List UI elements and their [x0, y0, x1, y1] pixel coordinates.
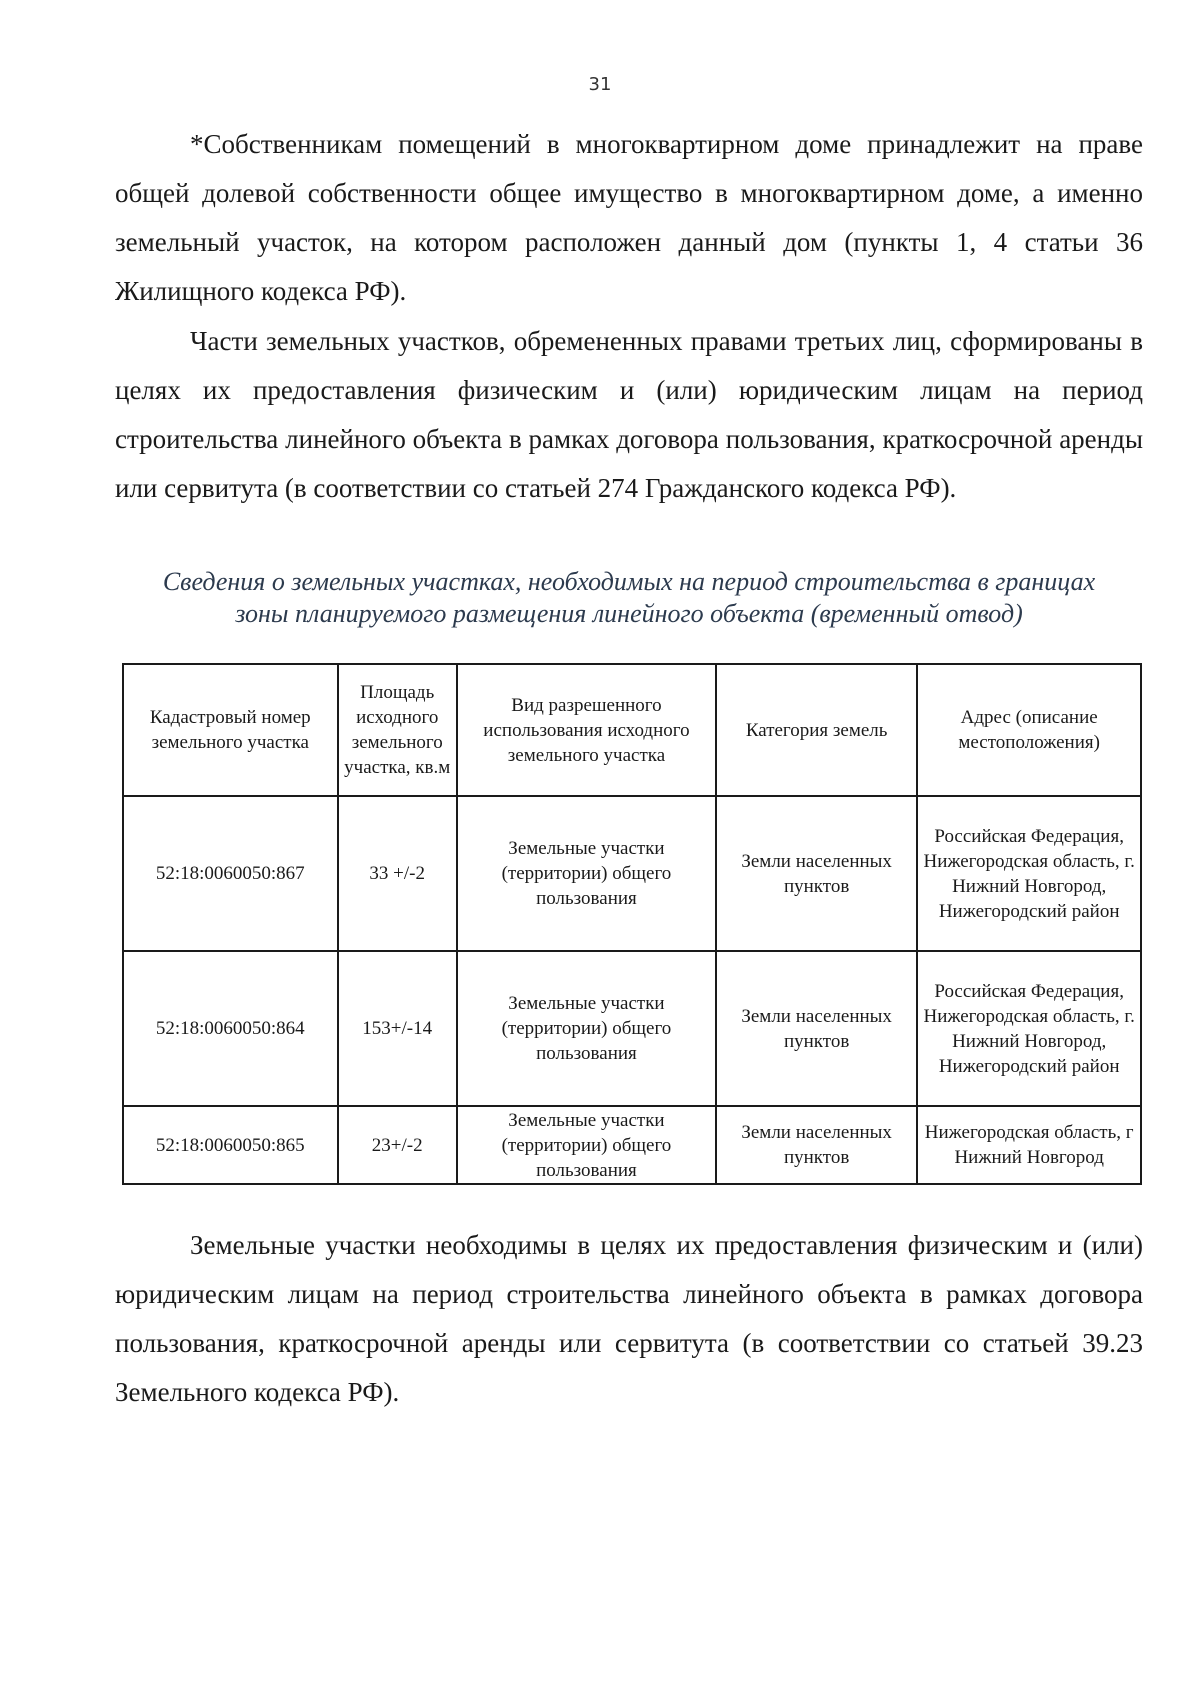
cell-land-category: Земли населенных пунктов — [716, 796, 917, 951]
header-area: Площадь исходного земельного участка, кв.м — [338, 664, 457, 796]
table-caption-line-1: Сведения о земельных участках, необходимых на период строительства в границах — [162, 567, 1096, 596]
table-row — [123, 796, 1141, 951]
table-row — [123, 951, 1141, 1106]
cell-permitted-use: Земельные участки (территории) общего пользования — [457, 1106, 716, 1184]
cell-land-category: Земли населенных пунктов — [716, 1106, 917, 1184]
cell-address: Нижегородская область, г Нижний Новгород — [917, 1106, 1141, 1184]
table-row — [123, 1106, 1141, 1184]
paragraph-ownership: *Собственникам помещений в многоквартирном доме принадлежит на праве общей долевой собственности общее имущество в многоквартирном доме, а именно земельный участок, на котором расположен данный дом (пункты 1, 4 статьи 36 Жилищного кодекса РФ). — [115, 129, 1143, 306]
paragraph-land-needed: Земельные участки необходимы в целях их предоставления физическим и (или) юридическим лицам на период строительства линейного объекта в рамках договора пользования, краткосрочной аренды или сервитута (в соответствии со статьей 39.23 Земельного кодекса РФ). — [115, 1230, 1143, 1407]
header-address: Адрес (описание местоположения) — [917, 664, 1141, 796]
header-cadastral-number: Кадастровый номер земельного участка — [123, 664, 338, 796]
table-caption-line-2: зоны планируемого размещения линейного объекта (временный отвод) — [235, 599, 1023, 628]
cell-cadastral-number: 52:18:0060050:867 — [123, 796, 338, 951]
cell-area: 23+/-2 — [338, 1106, 457, 1184]
cell-address: Российская Федерация, Нижегородская область, г. Нижний Новгород, Нижегородский район — [917, 951, 1141, 1106]
header-permitted-use: Вид разрешенного использования исходного земельного участка — [457, 664, 716, 796]
land-plots-table — [122, 663, 1142, 1185]
table-caption — [115, 566, 1143, 630]
cell-land-category: Земли населенных пунктов — [716, 951, 917, 1106]
cell-area: 33 +/-2 — [338, 796, 457, 951]
table-header-row — [123, 664, 1141, 796]
cell-permitted-use: Земельные участки (территории) общего пользования — [457, 951, 716, 1106]
paragraph-encumbrance: Части земельных участков, обремененных правами третьих лиц, сформированы в целях их предоставления физическим и (или) юридическим лицам на период строительства линейного объекта в рамках договора пользования, краткосрочной аренды или сервитута (в соответствии со статьей 274 Гражданского кодекса РФ). — [115, 326, 1143, 503]
header-land-category: Категория земель — [716, 664, 917, 796]
cell-cadastral-number: 52:18:0060050:865 — [123, 1106, 338, 1184]
cell-address: Российская Федерация, Нижегородская область, г. Нижний Новгород, Нижегородский район — [917, 796, 1141, 951]
cell-cadastral-number: 52:18:0060050:864 — [123, 951, 338, 1106]
cell-area: 153+/-14 — [338, 951, 457, 1106]
page-number: 31 — [588, 74, 612, 95]
cell-permitted-use: Земельные участки (территории) общего пользования — [457, 796, 716, 951]
